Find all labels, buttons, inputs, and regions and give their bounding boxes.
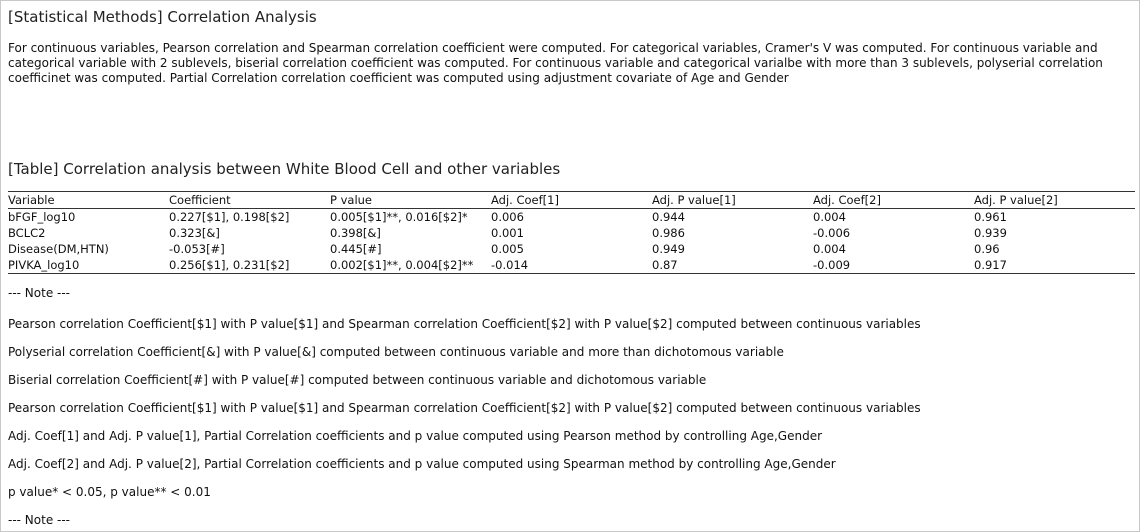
- table-cell: 0.005[$1]**, 0.016[$2]*: [330, 210, 468, 224]
- table-cell: 0.445[#]: [330, 242, 382, 256]
- table-cell: 0.949: [652, 242, 685, 256]
- table-cell: bFGF_log10: [8, 210, 76, 224]
- table-cell: -0.006: [813, 226, 851, 240]
- table-cell: -0.053[#]: [169, 242, 225, 256]
- column-header: Adj. P value[1]: [652, 193, 736, 207]
- column-header: Adj. Coef[2]: [813, 193, 881, 207]
- column-header: Adj. P value[2]: [974, 193, 1058, 207]
- table-row: [8, 209, 1135, 226]
- table-row: [8, 241, 1135, 257]
- methods-paragraph: For continuous variables, Pearson correlation and Spearman correlation coefficient were computed. For categorical variables, Cramer's V was computed. For continuous variable and categorical variable with 2 sublevels, biserial correlation coefficient was computed. For continuous variable and categorical varialbe with more than 3 sublevels, polyserial correlation coefficinet was computed. Partial Correlation correlation coefficient was computed using adjustment covariate of Age and Gender: [8, 41, 1103, 85]
- note-line: Biserial correlation Coefficient[#] with P value[#] computed between continuous variable and dichotomous variable: [8, 373, 707, 387]
- table-cell: 0.917: [974, 258, 1007, 272]
- table-cell: -0.009: [813, 258, 851, 272]
- table-heading: [Table] Correlation analysis between White Blood Cell and other variables: [8, 160, 561, 178]
- note-line: Pearson correlation Coefficient[$1] with P value[$1] and Spearman correlation Coefficient[$2] with P value[$2] computed between continuous variables: [8, 401, 921, 415]
- table-cell: 0.986: [652, 226, 685, 240]
- table-cell: 0.006: [491, 210, 524, 224]
- note-line: p value* < 0.05, p value** < 0.01: [8, 485, 211, 499]
- note-line: Adj. Coef[1] and Adj. P value[1], Partial Correlation coefficients and p value computed using Pearson method by controlling Age,Gender: [8, 429, 823, 443]
- table-cell: Disease(DM,HTN): [8, 242, 109, 256]
- table-cell: BCLC2: [8, 226, 46, 240]
- methods-heading: [Statistical Methods] Correlation Analysis: [8, 8, 317, 26]
- note-line: Pearson correlation Coefficient[$1] with P value[$1] and Spearman correlation Coefficient[$2] with P value[$2] computed between continuous variables: [8, 317, 921, 331]
- column-header: Coefficient: [169, 193, 231, 207]
- note-footer: --- Note ---: [8, 513, 71, 527]
- note-line: Polyserial correlation Coefficient[&] with P value[&] computed between continuous variable and more than dichotomous variable: [8, 345, 784, 359]
- table-cell: 0.227[$1], 0.198[$2]: [169, 210, 290, 224]
- note-line: Adj. Coef[2] and Adj. P value[2], Partial Correlation coefficients and p value computed using Spearman method by controlling Age,Gender: [8, 457, 836, 471]
- correlation-table: [8, 191, 1135, 274]
- table-cell: 0.939: [974, 226, 1007, 240]
- table-cell: 0.002[$1]**, 0.004[$2]**: [330, 258, 474, 272]
- table-header-row: [8, 192, 1135, 209]
- column-header: P value: [330, 193, 373, 207]
- table-row: [8, 225, 1135, 241]
- table-cell: 0.001: [491, 226, 524, 240]
- table-cell: 0.944: [652, 210, 685, 224]
- table-cell: 0.96: [974, 242, 1000, 256]
- table-cell: 0.256[$1], 0.231[$2]: [169, 258, 290, 272]
- table-cell: 0.961: [974, 210, 1007, 224]
- note-header: --- Note ---: [8, 286, 71, 300]
- table-cell: 0.004: [813, 210, 846, 224]
- table-row: [8, 257, 1135, 274]
- table-cell: 0.323[&]: [169, 226, 220, 240]
- table-cell: 0.398[&]: [330, 226, 381, 240]
- table-cell: -0.014: [491, 258, 529, 272]
- table-cell: 0.87: [652, 258, 678, 272]
- column-header: Variable: [8, 193, 55, 207]
- table-cell: 0.004: [813, 242, 846, 256]
- column-header: Adj. Coef[1]: [491, 193, 559, 207]
- table-cell: PIVKA_log10: [8, 258, 80, 272]
- table-cell: 0.005: [491, 242, 524, 256]
